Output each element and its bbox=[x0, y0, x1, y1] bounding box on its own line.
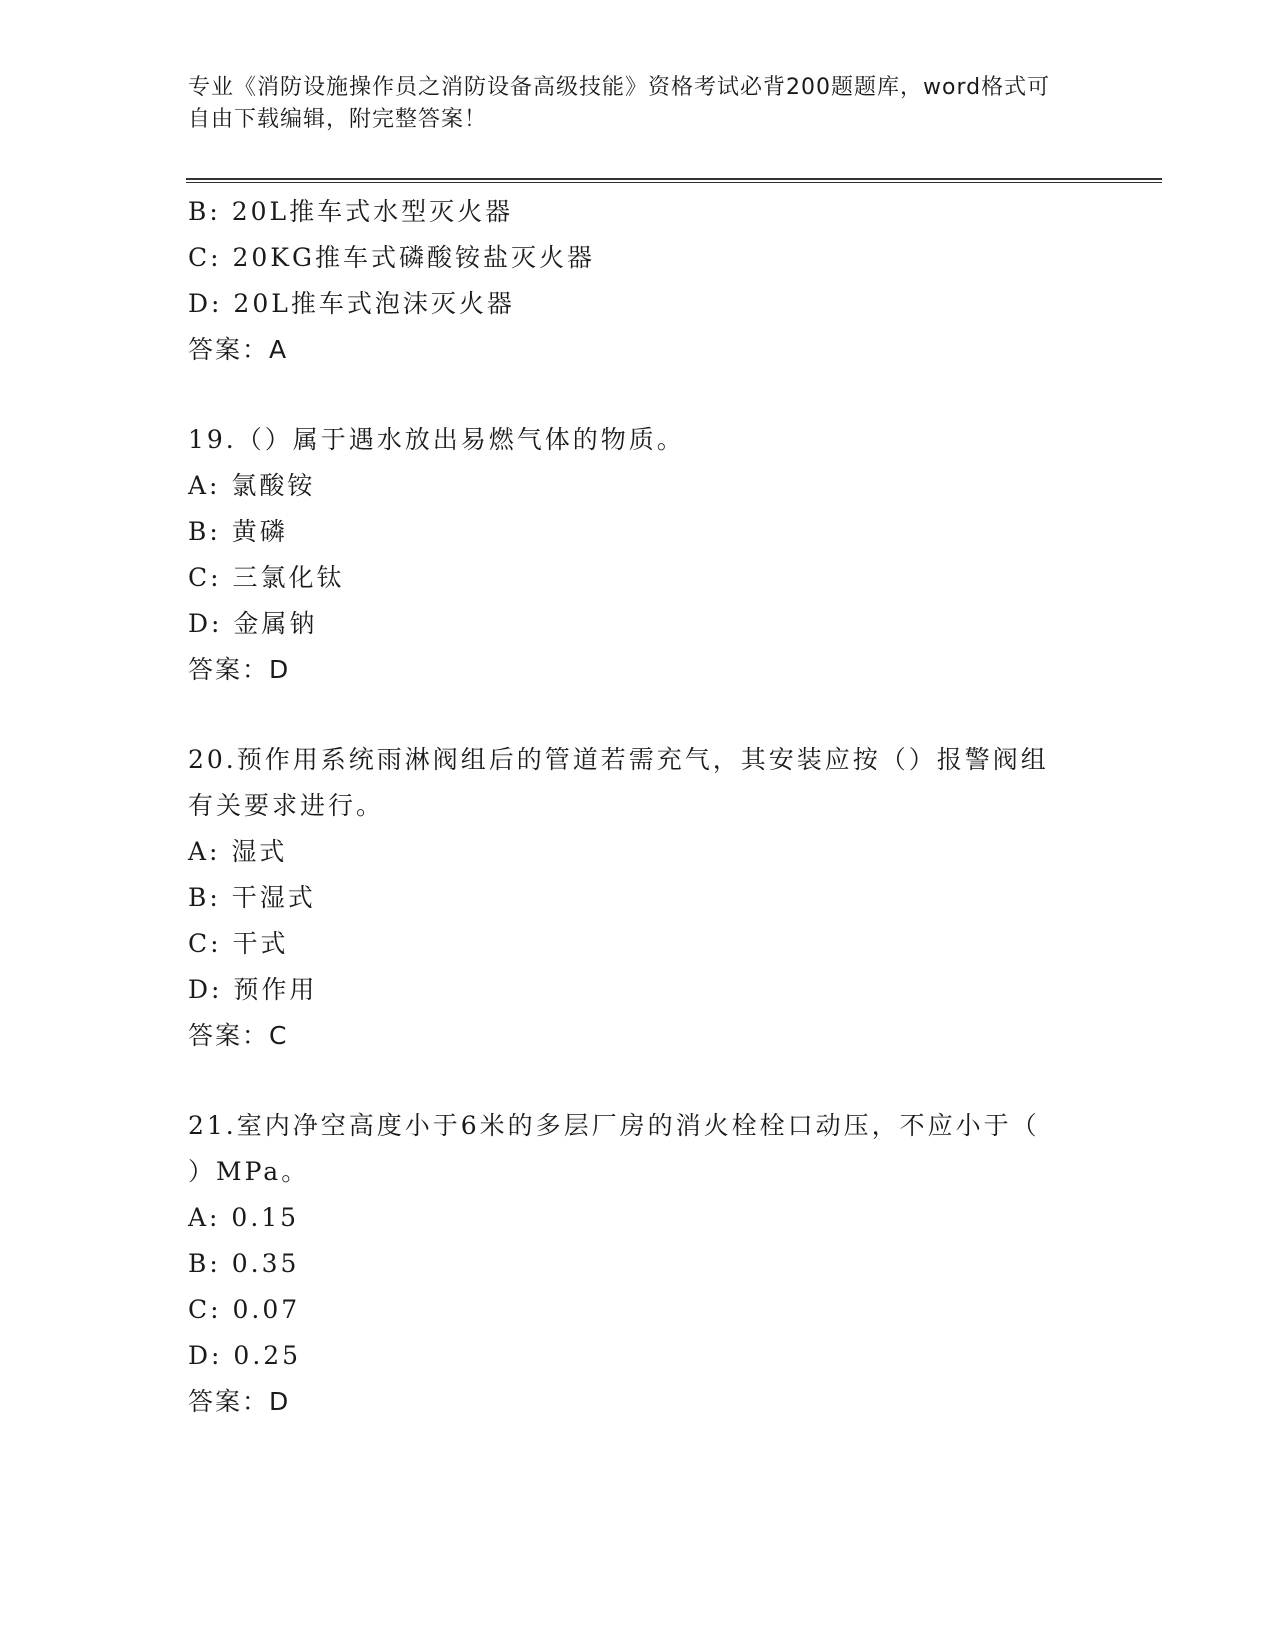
document-header: 专业《消防设施操作员之消防设备高级技能》资格考试必背200题题库，word格式可自由下载编辑，附完整答案！ bbox=[188, 75, 1051, 132]
header-divider bbox=[186, 178, 1162, 183]
question-20 bbox=[188, 737, 1088, 1059]
option-d: D: 0.25 bbox=[188, 1341, 302, 1370]
question-stem-line-2: 有关要求进行。 bbox=[188, 791, 385, 820]
question-stem-line-1: 20.预作用系统雨淋阀组后的管道若需充气，其安装应按（）报警阀组 bbox=[188, 745, 1049, 774]
option-a: A: 湿式 bbox=[188, 837, 288, 866]
option-d: D: 20L推车式泡沫灭火器 bbox=[188, 289, 515, 318]
option-c: C: 干式 bbox=[188, 929, 289, 958]
option-a: A: 氯酸铵 bbox=[188, 471, 316, 500]
option-a: A: 0.15 bbox=[188, 1203, 300, 1232]
question-stem-line-2: ）MPa。 bbox=[188, 1157, 310, 1186]
question-stem-line-1: 21.室内净空高度小于6米的多层厂房的消火栓栓口动压，不应小于（ bbox=[188, 1111, 1040, 1140]
option-d: D: 预作用 bbox=[188, 975, 318, 1004]
answer: 答案：D bbox=[188, 655, 291, 684]
question-stem: 19.（）属于遇水放出易燃气体的物质。 bbox=[188, 425, 685, 454]
question-list bbox=[188, 189, 1088, 1425]
option-c: C: 20KG推车式磷酸铵盐灭火器 bbox=[188, 243, 595, 272]
answer: 答案：A bbox=[188, 335, 289, 364]
option-b: B: 黄磷 bbox=[188, 517, 288, 546]
option-b: B: 干湿式 bbox=[188, 883, 316, 912]
option-d: D: 金属钠 bbox=[188, 609, 318, 638]
option-b: B: 0.35 bbox=[188, 1249, 300, 1278]
option-c: C: 三氯化钛 bbox=[188, 563, 345, 592]
answer: 答案：D bbox=[188, 1387, 291, 1416]
question-21 bbox=[188, 1103, 1088, 1425]
question-18 bbox=[188, 189, 1088, 373]
option-c: C: 0.07 bbox=[188, 1295, 301, 1324]
question-19 bbox=[188, 417, 1088, 693]
option-b: B: 20L推车式水型灭火器 bbox=[188, 197, 514, 226]
answer: 答案：C bbox=[188, 1021, 289, 1050]
